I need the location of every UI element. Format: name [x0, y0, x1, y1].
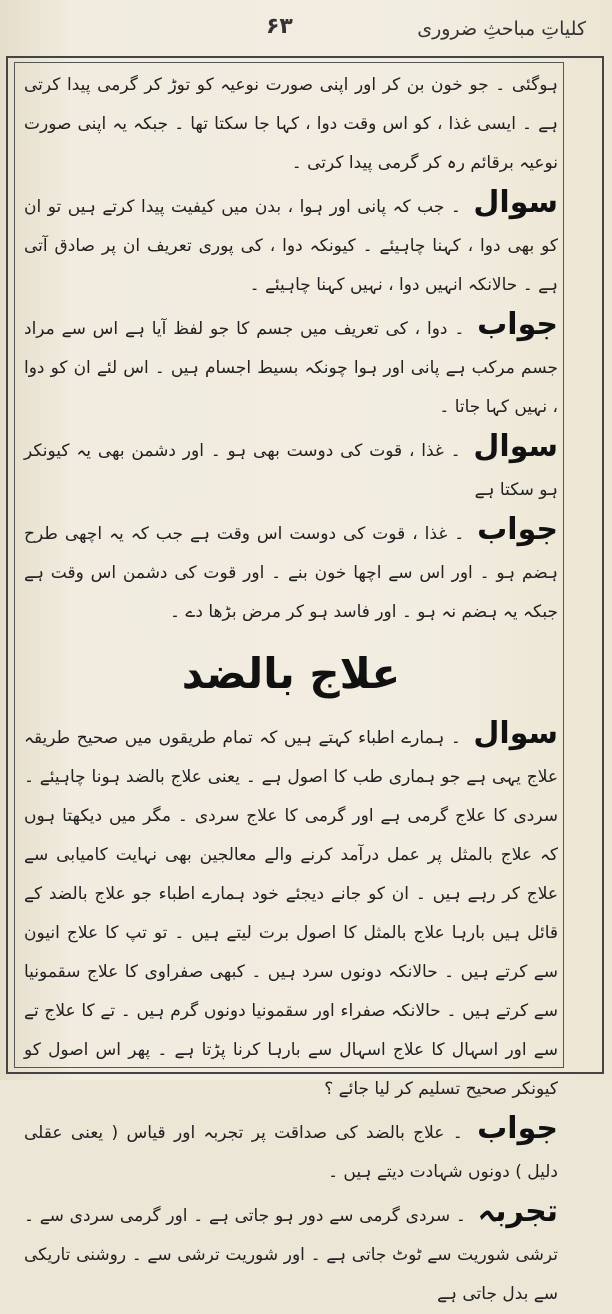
- answer-3: [24, 1109, 558, 1192]
- page-number: ۶۳: [266, 14, 293, 39]
- question-3: [24, 714, 558, 1109]
- question-label: سوال: [473, 429, 559, 464]
- question-1: [24, 183, 558, 305]
- answer-label: جواب: [477, 512, 558, 547]
- question-text: ۔ جب کہ پانی اور ہوا ، بدن میں کیفیت پیدا کرتے ہیں تو ان کو بھی دوا ، کہنا چاہیئے ۔ کیونکہ دوا ، کی پوری تعریف ان پر صادق آتی ہے ۔ حالانکہ انہیں دوا ، نہیں کہنا چاہیئے ۔: [24, 197, 558, 295]
- answer-1: [24, 305, 558, 427]
- question-label: سوال: [473, 185, 558, 220]
- intro-paragraph: ہوگئی ۔ جو خون بن کر اور اپنی صورت نوعیہ کو توڑ کر گرمی پیدا کرتی ہے ۔ ایسی غذا ، کو اس وقت دوا ، کہا جا سکتا تھا ۔ جبکہ یہ اپنی صورت نوعیہ برقائم رہ کر گرمی پیدا کرتی ۔: [24, 75, 558, 173]
- question-label: سوال: [473, 716, 558, 751]
- experience-label: تجربہ: [477, 1194, 558, 1229]
- answer-2: [24, 510, 558, 632]
- page-header: [0, 8, 612, 48]
- experience-paragraph: [24, 1192, 558, 1314]
- answer-label: جواب: [477, 1111, 558, 1146]
- experience-text: ۔ سردی گرمی سے دور ہو جاتی ہے ۔ اور گرمی سردی سے ۔ ترشی شوریت سے ٹوٹ جاتی ہے ۔ اور شوریت ترشی سے ۔ روشنی تاریکی سے بدل جاتی ہے: [24, 1206, 558, 1304]
- section-heading: علاج بالضد: [181, 649, 401, 698]
- question-text: ۔ ہمارے اطباء کہتے ہیں کہ تمام طریقوں میں صحیح طریقہ علاج یہی ہے جو ہماری طب کا اصول ہے ۔ یعنی علاج بالضد ہونا چاہیئے ۔ سردی کا علاج گرمی ہے اور گرمی کا علاج سردی ۔ مگر میں دیکھتا ہوں کہ علاج بالمثل پر عمل درآمد کرنے والے معالجین بھی نہایت کامیابی سے علاج کر رہے ہیں ۔ ان کو جانے دیجئے خود ہمارے اطباء جو علاج بالضد کے قائل ہیں بارہا علاج بالمثل کا اصول برت لیتے ہیں ۔ تو تپ کا علاج انیون سے کرتے ہیں ۔ حالانکہ دونوں سرد ہیں ۔ کبھی صفراوی کا علاج سقمونیا سے کرتے ہیں ۔ حالانکہ صفراء اور سقمونیا دونوں گرم ہیں ۔ تے کا علاج تے سے اور اسہال کا علاج اسہال سے بارہا کرنا پڑتا ہے ۔ پھر اس اصول کو کیونکر صحیح تسلیم کر لیا جائے ؟: [24, 728, 558, 1099]
- question-2: [24, 427, 558, 510]
- answer-text: ۔ دوا ، کی تعریف میں جسم کا جو لفظ آیا ہے اس سے مراد جسم مرکب ہے پانی اور ہوا چونکہ بسیط اجسام ہیں ۔ اس لئے ان کو دوا ، نہیں کہا جاتا ۔: [24, 319, 558, 417]
- question-text: ۔ غذا ، قوت کی دوست بھی ہو ۔ اور دشمن بھی یہ کیونکر ہو سکتا ہے: [24, 441, 558, 500]
- page-body: [24, 66, 559, 1304]
- answer-label: جواب: [477, 307, 558, 342]
- running-title: کلیاتِ مباحثِ ضروری: [417, 18, 586, 40]
- answer-text: ۔ علاج بالضد کی صداقت پر تجربہ اور قیاس ( یعنی عقلی دلیل ) دونوں شہادت دیتے ہیں ۔: [24, 1123, 558, 1182]
- answer-text: ۔ غذا ، قوت کی دوست اس وقت ہے جب کہ یہ اچھی طرح ہضم ہو ۔ اور اس سے اچھا خون بنے ۔ اور قوت کی دشمن اس وقت ہے جبکہ یہ ہضم نہ ہو ۔ اور فاسد ہو کر مرض بڑھا دے ۔: [24, 524, 558, 622]
